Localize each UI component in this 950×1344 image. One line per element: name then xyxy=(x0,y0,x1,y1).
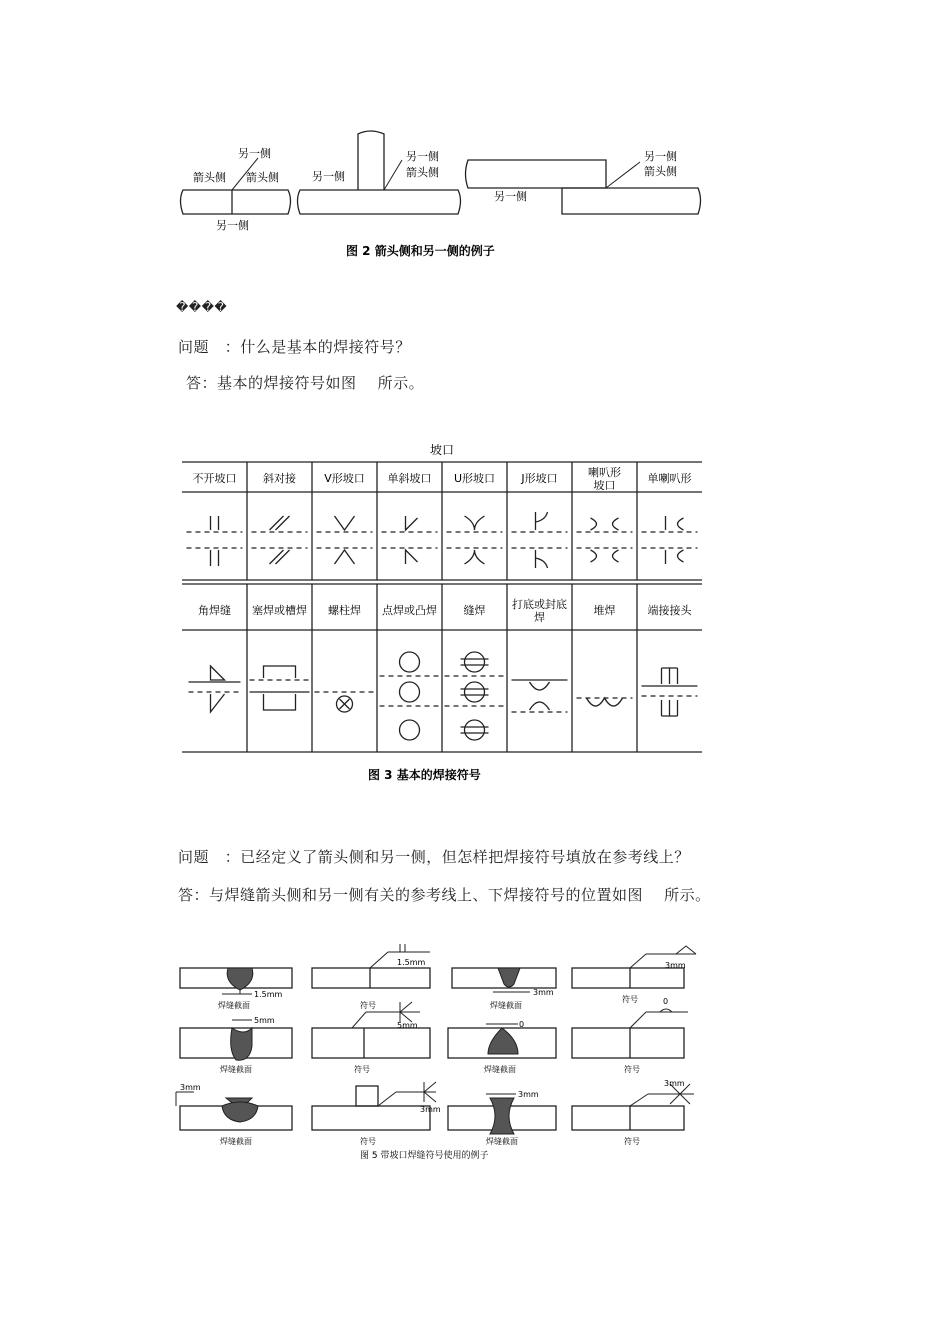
fig2-label: 另一侧 xyxy=(406,150,439,163)
sub-label: 焊缝截面 xyxy=(486,1137,518,1146)
figure-3 xyxy=(0,430,950,790)
fig3-column-header: 点焊或凸焊 xyxy=(382,604,437,617)
sub-label: 焊缝截面 xyxy=(220,1137,252,1146)
sub-label: 焊缝截面 xyxy=(490,1001,522,1010)
fig5-r1c4 xyxy=(572,946,696,1004)
fig5-r3c3 xyxy=(448,1090,556,1146)
fig2-panel-3 xyxy=(466,150,701,214)
fig3-symbol xyxy=(270,516,290,564)
fig2-label: 另一侧 xyxy=(238,147,271,160)
question-1: 问题 ：什么是基本的焊接符号？ xyxy=(178,338,411,356)
fig2-panel-2 xyxy=(298,131,461,214)
fig3-column-header: 斜对接 xyxy=(263,472,296,485)
question-2: 问题 ：已经定义了箭头侧和另一侧，但怎样把焊接符号填放在参考线上？ xyxy=(178,848,690,866)
sub-label: 符号 xyxy=(360,1137,376,1146)
fig3-column-header: 角焊缝 xyxy=(198,604,231,617)
fig3-column-header: 单斜坡口 xyxy=(387,472,432,485)
answer-1: 答：基本的焊接符号如图 所示。 xyxy=(186,374,425,392)
sub-label: 符号 xyxy=(622,995,638,1004)
fig5-r3c4 xyxy=(572,1079,694,1146)
fig2-label: 另一侧 xyxy=(494,190,527,203)
fig3-symbol xyxy=(587,698,623,706)
fig3-symbol xyxy=(211,516,219,566)
fig3-symbol xyxy=(530,682,550,710)
fig2-label: 另一侧 xyxy=(312,170,345,183)
sub-label: 焊缝截面 xyxy=(218,1001,250,1010)
dim-label: 3mm xyxy=(180,1083,201,1092)
sub-label: 符号 xyxy=(360,1001,376,1010)
fig3-symbol xyxy=(211,666,225,712)
fig2-caption: 图 2 箭头侧和另一侧的例子 xyxy=(346,244,495,258)
answer-2: 答：与焊缝箭头侧和另一侧有关的参考线上、下焊接符号的位置如图 所示。 xyxy=(178,886,711,904)
fig3-symbol xyxy=(465,682,485,702)
fig3-symbol xyxy=(465,720,485,740)
fig3-symbol xyxy=(666,516,684,564)
sub-label: 符号 xyxy=(354,1065,370,1074)
fig5-caption: 图 5 带坡口焊缝符号使用的例子 xyxy=(360,1151,489,1161)
fig2-label: 箭头侧 xyxy=(246,171,279,184)
dim-label: 3mm xyxy=(665,961,686,970)
fig3-column-header: 端接接头 xyxy=(647,604,692,617)
fig3-column-header: 塞焊或槽焊 xyxy=(252,604,307,617)
fig3-symbol xyxy=(406,516,418,564)
fig5-r2c1 xyxy=(180,1016,292,1074)
fig5-r1c2 xyxy=(312,944,430,1010)
fig3-column-header: V形坡口 xyxy=(324,472,365,485)
fig3-symbol xyxy=(465,652,485,672)
fig5-r2c4 xyxy=(572,997,688,1074)
fig5-r2c2 xyxy=(312,1002,430,1074)
figure-5 xyxy=(0,940,950,1180)
dim-label: 5mm xyxy=(397,1021,418,1030)
fig3-column-header: 缝焊 xyxy=(463,604,486,617)
fig2-panel-1 xyxy=(181,147,291,232)
sub-label: 焊缝截面 xyxy=(220,1065,252,1074)
fig3-symbol xyxy=(335,516,355,564)
fig3-symbol xyxy=(340,699,350,709)
fig2-label: 另一侧 xyxy=(644,150,677,163)
dim-label: 1.5mm xyxy=(254,990,283,999)
fig3-symbol xyxy=(465,516,485,564)
fig3-symbol xyxy=(264,666,296,710)
dim-label: 3mm xyxy=(664,1079,685,1088)
fig2-label: 另一侧 xyxy=(216,219,249,232)
fig5-r2c3 xyxy=(448,1020,556,1074)
fig3-symbol xyxy=(400,682,420,702)
fig3-symbol xyxy=(662,700,678,716)
dim-label: 0 xyxy=(663,997,669,1006)
fig3-symbol xyxy=(591,518,619,562)
fig2-label: 箭头侧 xyxy=(193,171,226,184)
dim-label: 1.5mm xyxy=(397,958,426,967)
fig5-r3c2 xyxy=(312,1082,441,1146)
sub-label: 符号 xyxy=(624,1137,640,1146)
fig2-label: 箭头侧 xyxy=(644,165,677,178)
fig3-column-header: J形坡口 xyxy=(521,472,558,485)
dim-label: 3mm xyxy=(518,1090,539,1099)
fig3-column-header: 螺柱焊 xyxy=(328,604,361,617)
dim-label: 0 xyxy=(519,1020,525,1029)
fig3-column-header: 堆焊 xyxy=(593,604,616,617)
fig3-column-header: 不开坡口 xyxy=(192,472,237,485)
figure-2 xyxy=(0,0,950,270)
fig3-column-header: 单喇叭形 xyxy=(647,472,692,485)
fig3-symbol xyxy=(400,720,420,740)
fig3-group-title: 坡口 xyxy=(429,443,455,457)
garbled-text: ���� xyxy=(176,300,228,314)
fig3-symbol xyxy=(536,512,548,568)
sub-label: 焊缝截面 xyxy=(484,1065,516,1074)
fig3-symbol xyxy=(662,668,678,684)
fig5-r1c1 xyxy=(180,968,292,1010)
fig3-column-header: U形坡口 xyxy=(453,472,496,485)
fig5-r3c1 xyxy=(176,1083,292,1146)
fig3-symbol xyxy=(400,652,420,672)
fig3-column-header: 打底或封底焊 xyxy=(512,598,567,624)
sub-label: 符号 xyxy=(624,1065,640,1074)
dim-label: 3mm xyxy=(533,988,554,997)
fig3-caption: 图 3 基本的焊接符号 xyxy=(368,768,481,782)
dim-label: 5mm xyxy=(254,1016,275,1025)
fig2-label: 箭头侧 xyxy=(406,166,439,179)
fig5-r1c3 xyxy=(452,968,556,1010)
dim-label: 3mm xyxy=(420,1105,441,1114)
fig3-column-header: 喇叭形坡口 xyxy=(588,466,621,492)
